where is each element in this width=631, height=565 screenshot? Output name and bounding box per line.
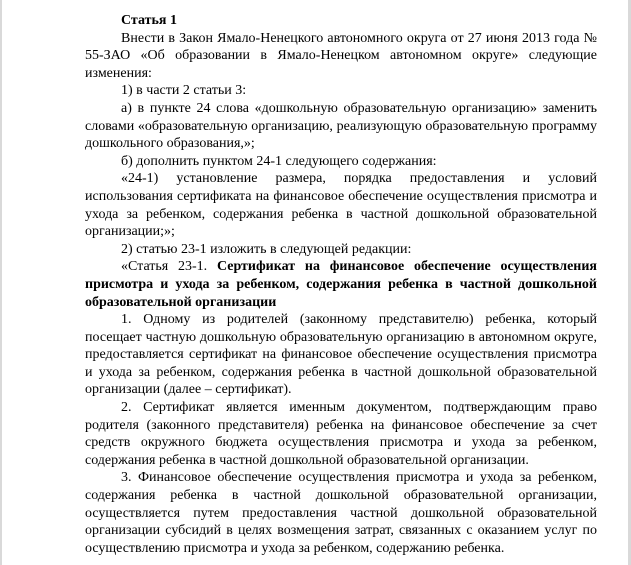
paragraph-2: 2. Сертификат является именным документом, подтверждающим право родителя (законного представителя) ребенка на финансовое обеспечение за счет средств окружного бюджета осуществления присмотра и ухода за ребенком, содержания ребенка в частной дошкольной образовательной организации. bbox=[85, 400, 597, 468]
paragraph-3: 3. Финансовое обеспечение осуществления присмотра и ухода за ребенком, содержания ребенка в частной дошкольной образовательной организации, осуществляется путем предоставления частной дошкольной образовательной организации субсидий в целях возмещения затрат, связанных с оказанием услуг по осуществлению присмотра и ухода за ребенком, содержанию ребенка. bbox=[85, 470, 597, 556]
item-1: 1) в части 2 статьи 3: bbox=[121, 83, 247, 99]
item-2: 2) статью 23-1 изложить в следующей редакции: bbox=[121, 241, 412, 257]
item-1b: б) дополнить пунктом 24-1 следующего содержания: bbox=[121, 153, 437, 169]
intro-paragraph: Внести в Закон Ямало-Ненецкого автономного округа от 27 июня 2013 года № 55-ЗАО «Об образовании в Ямало-Ненецком автономном округе» следующие изменения: bbox=[85, 30, 597, 81]
document-page bbox=[85, 12, 597, 557]
article-23-1-heading bbox=[85, 258, 597, 311]
left-border bbox=[0, 0, 2, 565]
article-23-1-prefix: «Статья 23-1. bbox=[121, 259, 217, 275]
item-1a: а) в пункте 24 слова «дошкольную образовательную организацию» заменить словами «образовательную организацию, реализующую образовательную программу дошкольного образования,»; bbox=[85, 100, 597, 152]
quote-24-1: «24-1) установление размера, порядка предоставления и условий использования сертификата на финансовое обеспечение осуществления присмотра и ухода за ребенком, содержания ребенка в частной дошкольной образовательной организации;»; bbox=[85, 171, 597, 240]
article-23-1-title: Сертификат на финансовое обеспечение осуществления присмотра и ухода за ребенком, содержания ребенка в частной дошкольной образовательной организации bbox=[85, 259, 597, 310]
article-heading: Статья 1 bbox=[121, 13, 177, 28]
paragraph-1: 1. Одному из родителей (законному представителю) ребенка, который посещает частную дошкольную образовательную организацию в автономном округе, предоставляется сертификат на финансовое обеспечение осуществления присмотра и ухода за ребенком, содержания ребенка в частной дошкольной образовательной организации (далее – сертификат). bbox=[85, 312, 597, 398]
